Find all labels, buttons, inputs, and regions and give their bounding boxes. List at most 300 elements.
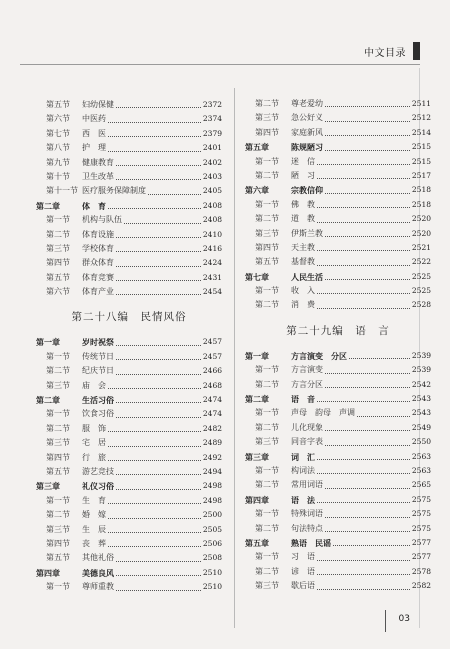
- dot-leader: [325, 517, 410, 518]
- entry-page-number: 2506: [202, 538, 222, 548]
- entry-title: 方言演变: [291, 365, 323, 375]
- entry-title: 健康教育: [82, 157, 114, 167]
- entry-title: 迷 信: [291, 156, 315, 166]
- toc-section-entry[interactable]: [245, 435, 431, 449]
- dot-leader: [317, 250, 410, 251]
- toc-section-entry[interactable]: [245, 421, 431, 435]
- entry-number: 第三节: [255, 228, 279, 238]
- dot-leader: [325, 193, 410, 194]
- entry-page-number: 2515: [411, 142, 431, 152]
- entry-title: 学校体育: [82, 243, 114, 253]
- entry-page-number: 2525: [411, 271, 431, 281]
- entry-title: 行 旅: [82, 452, 106, 462]
- entry-title: 传统节日: [82, 351, 114, 361]
- toc-section-entry[interactable]: [245, 522, 431, 536]
- entry-title: 尊师重教: [82, 582, 114, 592]
- dot-leader: [357, 416, 410, 417]
- entry-page-number: 2379: [202, 128, 222, 138]
- entry-title: 构词法: [291, 465, 315, 475]
- entry-title: 生 育: [82, 495, 106, 505]
- entry-page-number: 2474: [202, 395, 222, 405]
- entry-number: 第一节: [255, 509, 279, 519]
- toc-section-entry[interactable]: [245, 126, 431, 140]
- dot-leader: [108, 431, 201, 432]
- entry-title: 体育产业: [82, 287, 114, 297]
- entry-page-number: 2403: [202, 171, 222, 181]
- entry-number: 第二节: [255, 98, 279, 108]
- toc-chapter-entry[interactable]: [245, 493, 431, 507]
- entry-number: 第一节: [255, 552, 279, 562]
- entry-number: 第二节: [46, 229, 70, 239]
- entry-title: 基督教: [291, 257, 315, 267]
- toc-section-entry[interactable]: [36, 551, 222, 565]
- toc-section-entry[interactable]: [36, 285, 222, 299]
- toc-section-entry[interactable]: [36, 451, 222, 465]
- entry-page-number: 2521: [411, 242, 431, 252]
- entry-title: 西 医: [82, 128, 106, 138]
- dot-leader: [325, 135, 410, 136]
- entry-number: 第四章: [36, 567, 60, 578]
- dot-leader: [108, 388, 201, 389]
- toc-chapter-entry[interactable]: [245, 450, 431, 464]
- toc-section-entry[interactable]: [36, 350, 222, 364]
- entry-number: 第二章: [36, 395, 60, 406]
- entry-title: 宅 居: [82, 438, 106, 448]
- dot-leader: [317, 308, 410, 309]
- entry-page-number: 2563: [411, 451, 431, 461]
- entry-page-number: 2466: [202, 366, 222, 376]
- entry-title: 陈规陋习: [291, 142, 323, 153]
- entry-number: 第六节: [46, 287, 70, 297]
- dot-leader: [325, 279, 410, 280]
- dot-leader: [349, 358, 410, 359]
- entry-page-number: 2454: [202, 287, 222, 297]
- entry-page-number: 2582: [411, 581, 431, 591]
- toc-section-entry[interactable]: [36, 580, 222, 594]
- toc-chapter-entry[interactable]: [245, 140, 431, 154]
- entry-title: 生活习俗: [82, 395, 114, 406]
- entry-number: 第五节: [255, 257, 279, 267]
- dot-leader: [333, 545, 410, 546]
- entry-number: 第一章: [36, 337, 60, 348]
- entry-page-number: 2482: [202, 423, 222, 433]
- part-title: 第二十九编 语 言: [286, 324, 390, 337]
- entry-title: 尊老爱幼: [291, 98, 323, 108]
- entry-number: 第二节: [46, 423, 70, 433]
- entry-number: 第一节: [46, 351, 70, 361]
- entry-title: 消 费: [291, 300, 315, 310]
- dot-leader: [317, 164, 410, 165]
- dot-leader: [116, 266, 201, 267]
- toc-chapter-entry[interactable]: [36, 566, 222, 580]
- dot-leader: [317, 265, 410, 266]
- entry-title: 急公好义: [291, 113, 323, 123]
- entry-page-number: 2528: [411, 300, 431, 310]
- dot-leader: [108, 532, 201, 533]
- toc-section-entry[interactable]: [36, 407, 222, 421]
- entry-page-number: 2577: [411, 537, 431, 547]
- toc-section-entry[interactable]: [245, 298, 431, 312]
- entry-number: 第一章: [245, 350, 269, 361]
- entry-title: 熟语 民谣: [291, 537, 331, 548]
- entry-page-number: 2565: [411, 480, 431, 490]
- entry-title: 同音字表: [291, 437, 323, 447]
- dot-leader: [108, 518, 201, 519]
- entry-page-number: 2542: [411, 379, 431, 389]
- entry-title: 常用词语: [291, 480, 323, 490]
- toc-section-entry[interactable]: [245, 198, 431, 212]
- entry-number: 第二节: [255, 300, 279, 310]
- toc-section-entry[interactable]: [245, 255, 431, 269]
- toc-chapter-entry[interactable]: [245, 183, 431, 197]
- entry-title: 卫生改革: [82, 171, 114, 181]
- entry-page-number: 2575: [411, 509, 431, 519]
- dot-leader: [317, 473, 410, 474]
- entry-title: 词 汇: [291, 451, 315, 462]
- entry-number: 第一节: [255, 156, 279, 166]
- entry-number: 第四节: [255, 242, 279, 252]
- entry-number: 第十节: [46, 171, 70, 181]
- dot-leader: [124, 223, 201, 224]
- entry-title: 生 辰: [82, 524, 106, 534]
- entry-page-number: 2520: [411, 214, 431, 224]
- entry-number: 第三节: [255, 437, 279, 447]
- entry-page-number: 2410: [202, 229, 222, 239]
- toc-section-entry[interactable]: [245, 169, 431, 183]
- entry-title: 人民生活: [291, 271, 323, 282]
- toc-chapter-entry[interactable]: [36, 479, 222, 493]
- entry-number: 第五章: [245, 142, 269, 153]
- entry-page-number: 2374: [202, 114, 222, 124]
- entry-page-number: 2563: [411, 465, 431, 475]
- dot-leader: [116, 179, 201, 180]
- toc-chapter-entry[interactable]: [36, 335, 222, 349]
- entry-title: 服 饰: [82, 423, 106, 433]
- toc-section-entry[interactable]: [36, 436, 222, 450]
- entry-title: 饮食习俗: [82, 409, 114, 419]
- entry-title: 礼仪习俗: [82, 481, 114, 492]
- dot-leader: [116, 359, 201, 360]
- dot-leader: [317, 459, 410, 460]
- entry-title: 儿化现象: [291, 422, 323, 432]
- dot-leader: [108, 136, 201, 137]
- entry-page-number: 2511: [411, 98, 431, 108]
- entry-title: 佛 教: [291, 199, 315, 209]
- dot-leader: [116, 251, 201, 252]
- entry-page-number: 2525: [411, 286, 431, 296]
- entry-number: 第七节: [46, 128, 70, 138]
- entry-title: 方言分区: [291, 379, 323, 389]
- entry-title: 体 育: [82, 200, 106, 211]
- dot-leader: [325, 121, 410, 122]
- toc-section-entry[interactable]: [36, 256, 222, 270]
- running-header: 中文目录: [364, 48, 406, 59]
- toc-section-entry[interactable]: [36, 523, 222, 537]
- entry-title: 丧 葬: [82, 538, 106, 548]
- entry-title: 中医药: [82, 114, 106, 124]
- dot-leader: [317, 222, 410, 223]
- toc-section-entry[interactable]: [36, 364, 222, 378]
- entry-number: 第一节: [255, 365, 279, 375]
- entry-number: 第四节: [46, 452, 70, 462]
- toc-section-entry[interactable]: [245, 507, 431, 521]
- toc-section-entry[interactable]: [245, 550, 431, 564]
- entry-page-number: 2500: [202, 510, 222, 520]
- entry-page-number: 2518: [411, 185, 431, 195]
- entry-title: 宗教信仰: [291, 185, 323, 196]
- dot-leader: [116, 489, 201, 490]
- entry-page-number: 2550: [411, 437, 431, 447]
- entry-number: 第五节: [46, 272, 70, 282]
- entry-number: 第一节: [255, 408, 279, 418]
- toc-section-entry[interactable]: [245, 284, 431, 298]
- entry-number: 第三节: [255, 113, 279, 123]
- toc-section-entry[interactable]: [36, 422, 222, 436]
- toc-section-entry[interactable]: [245, 565, 431, 579]
- entry-number: 第一节: [46, 409, 70, 419]
- entry-number: 第五节: [46, 466, 70, 476]
- entry-page-number: 2402: [202, 157, 222, 167]
- toc-section-entry[interactable]: [36, 537, 222, 551]
- entry-number: 第六节: [46, 114, 70, 124]
- entry-title: 道 教: [291, 214, 315, 224]
- dot-leader: [325, 430, 410, 431]
- header-rule: [20, 64, 420, 65]
- dot-leader: [108, 446, 201, 447]
- entry-title: 群众体育: [82, 258, 114, 268]
- toc-section-entry[interactable]: [36, 112, 222, 126]
- entry-page-number: 2512: [411, 113, 431, 123]
- entry-number: 第一节: [255, 286, 279, 296]
- toc-left-column: [36, 98, 222, 595]
- toc-section-entry[interactable]: [245, 406, 431, 420]
- dot-leader: [116, 374, 201, 375]
- entry-title: 护 理: [82, 143, 106, 153]
- entry-page-number: 2431: [202, 272, 222, 282]
- entry-page-number: 2549: [411, 422, 431, 432]
- entry-number: 第四节: [255, 127, 279, 137]
- entry-number: 第一节: [46, 582, 70, 592]
- entry-page-number: 2405: [202, 186, 222, 196]
- entry-title: 习 语: [291, 552, 315, 562]
- entry-page-number: 2508: [202, 553, 222, 563]
- entry-number: 第二节: [255, 523, 279, 533]
- entry-number: 第三节: [46, 438, 70, 448]
- entry-title: 纪庆节日: [82, 366, 114, 376]
- entry-page-number: 2518: [411, 199, 431, 209]
- toc-right-column: [245, 97, 431, 594]
- toc-section-entry[interactable]: [36, 156, 222, 170]
- dot-leader: [116, 294, 201, 295]
- toc-chapter-entry[interactable]: [245, 349, 431, 363]
- entry-number: 第五节: [46, 553, 70, 563]
- toc-section-entry[interactable]: [36, 508, 222, 522]
- entry-number: 第三节: [255, 581, 279, 591]
- entry-number: 第二节: [255, 170, 279, 180]
- toc-section-entry[interactable]: [36, 271, 222, 285]
- dot-leader: [325, 445, 410, 446]
- entry-title: 体育设施: [82, 229, 114, 239]
- entry-title: 收 入: [291, 286, 315, 296]
- dot-leader: [108, 122, 201, 123]
- entry-number: 第九节: [46, 157, 70, 167]
- entry-page-number: 2517: [411, 170, 431, 180]
- toc-section-entry[interactable]: [245, 464, 431, 478]
- header-bar-decoration: [413, 42, 420, 60]
- entry-number: 第二章: [36, 200, 60, 211]
- entry-page-number: 2510: [202, 567, 222, 577]
- entry-number: 第七章: [245, 271, 269, 282]
- toc-section-entry[interactable]: [36, 141, 222, 155]
- toc-chapter-entry[interactable]: [245, 270, 431, 284]
- entry-page-number: 2408: [202, 200, 222, 210]
- dot-leader: [317, 401, 410, 402]
- entry-page-number: 2522: [411, 257, 431, 267]
- entry-page-number: 2577: [411, 552, 431, 562]
- entry-number: 第二节: [255, 422, 279, 432]
- entry-title: 美德良风: [82, 567, 114, 578]
- entry-title: 其他礼俗: [82, 553, 114, 563]
- toc-section-entry[interactable]: [245, 378, 431, 392]
- toc-section-entry[interactable]: [245, 579, 431, 593]
- dot-leader: [116, 165, 201, 166]
- toc-section-entry[interactable]: [36, 170, 222, 184]
- toc-section-entry[interactable]: [245, 97, 431, 111]
- entry-page-number: 2539: [411, 365, 431, 375]
- toc-section-entry[interactable]: [245, 111, 431, 125]
- dot-leader: [108, 151, 201, 152]
- entry-page-number: 2401: [202, 143, 222, 153]
- toc-section-entry[interactable]: [36, 184, 222, 198]
- toc-section-entry[interactable]: [245, 363, 431, 377]
- entry-page-number: 2510: [202, 582, 222, 592]
- entry-number: 第二节: [255, 214, 279, 224]
- toc-section-entry[interactable]: [36, 242, 222, 256]
- entry-page-number: 2578: [411, 566, 431, 576]
- entry-number: 第二章: [245, 394, 269, 405]
- dot-leader: [108, 503, 201, 504]
- dot-leader: [317, 560, 410, 561]
- entry-number: 第四节: [46, 538, 70, 548]
- toc-chapter-entry[interactable]: [245, 536, 431, 550]
- entry-number: 第一节: [255, 199, 279, 209]
- entry-title: 伊斯兰教: [291, 228, 323, 238]
- entry-number: 第十一节: [46, 186, 78, 196]
- entry-page-number: 2575: [411, 494, 431, 504]
- toc-chapter-entry[interactable]: [36, 199, 222, 213]
- toc-section-entry[interactable]: [36, 379, 222, 393]
- dot-leader: [317, 574, 410, 575]
- entry-title: 句法特点: [291, 523, 323, 533]
- entry-page-number: 2457: [202, 337, 222, 347]
- entry-number: 第二节: [46, 510, 70, 520]
- dot-leader: [108, 546, 201, 547]
- entry-title: 岁时祝祭: [82, 337, 114, 348]
- page-number-rule: [385, 610, 386, 632]
- entry-number: 第一节: [46, 495, 70, 505]
- entry-number: 第四节: [46, 258, 70, 268]
- entry-title: 机构与队伍: [82, 215, 122, 225]
- entry-page-number: 2514: [411, 127, 431, 137]
- dot-leader: [116, 561, 201, 562]
- toc-section-entry[interactable]: [245, 227, 431, 241]
- dot-leader: [325, 150, 410, 151]
- entry-page-number: 2408: [202, 215, 222, 225]
- toc-section-entry[interactable]: [36, 228, 222, 242]
- entry-page-number: 2492: [202, 452, 222, 462]
- dot-leader: [317, 502, 410, 503]
- toc-chapter-entry[interactable]: [245, 392, 431, 406]
- toc-section-entry[interactable]: [245, 212, 431, 226]
- entry-page-number: 2543: [411, 408, 431, 418]
- toc-chapter-entry[interactable]: [36, 393, 222, 407]
- entry-title: 特殊词语: [291, 509, 323, 519]
- entry-number: 第三章: [245, 451, 269, 462]
- entry-number: 第三节: [46, 380, 70, 390]
- entry-title: 庙 会: [82, 380, 106, 390]
- entry-page-number: 2424: [202, 258, 222, 268]
- entry-number: 第四章: [245, 494, 269, 505]
- entry-number: 第五节: [46, 99, 70, 109]
- dot-leader: [317, 207, 410, 208]
- entry-number: 第六章: [245, 185, 269, 196]
- dot-leader: [116, 402, 201, 403]
- entry-title: 方言演变 分区: [291, 350, 347, 361]
- entry-title: 语 音: [291, 394, 315, 405]
- entry-page-number: 2515: [411, 156, 431, 166]
- entry-number: 第三节: [46, 524, 70, 534]
- page-number: 03: [398, 614, 410, 624]
- entry-number: 第二节: [255, 379, 279, 389]
- entry-number: 第三节: [46, 243, 70, 253]
- entry-title: 家庭新风: [291, 127, 323, 137]
- entry-page-number: 2474: [202, 409, 222, 419]
- dot-leader: [116, 417, 201, 418]
- dot-leader: [116, 107, 201, 108]
- toc-section-entry[interactable]: [36, 213, 222, 227]
- toc-section-entry[interactable]: [36, 127, 222, 141]
- entry-number: 第二节: [255, 566, 279, 576]
- entry-title: 妇幼保健: [82, 99, 114, 109]
- entry-page-number: 2494: [202, 466, 222, 476]
- entry-page-number: 2520: [411, 228, 431, 238]
- entry-number: 第二节: [255, 480, 279, 490]
- part-title: 第二十八编 民情风俗: [71, 311, 187, 324]
- dot-leader: [325, 488, 410, 489]
- dot-leader: [116, 345, 201, 346]
- entry-title: 声母 韵母 声调: [291, 408, 355, 418]
- entry-page-number: 2457: [202, 351, 222, 361]
- entry-title: 体育竞赛: [82, 272, 114, 282]
- toc-section-entry[interactable]: [245, 155, 431, 169]
- entry-number: 第一节: [46, 215, 70, 225]
- toc-section-entry[interactable]: [245, 478, 431, 492]
- toc-section-entry[interactable]: [245, 241, 431, 255]
- entry-number: 第三章: [36, 481, 60, 492]
- entry-page-number: 2416: [202, 243, 222, 253]
- entry-page-number: 2498: [202, 481, 222, 491]
- dot-leader: [325, 373, 410, 374]
- entry-number: 第一节: [255, 465, 279, 475]
- entry-page-number: 2539: [411, 350, 431, 360]
- toc-section-entry[interactable]: [36, 98, 222, 112]
- toc-section-entry[interactable]: [36, 494, 222, 508]
- dot-leader: [317, 293, 410, 294]
- entry-title: 歇后语: [291, 581, 315, 591]
- dot-leader: [108, 208, 201, 209]
- entry-title: 婚 嫁: [82, 510, 106, 520]
- toc-section-entry[interactable]: [36, 465, 222, 479]
